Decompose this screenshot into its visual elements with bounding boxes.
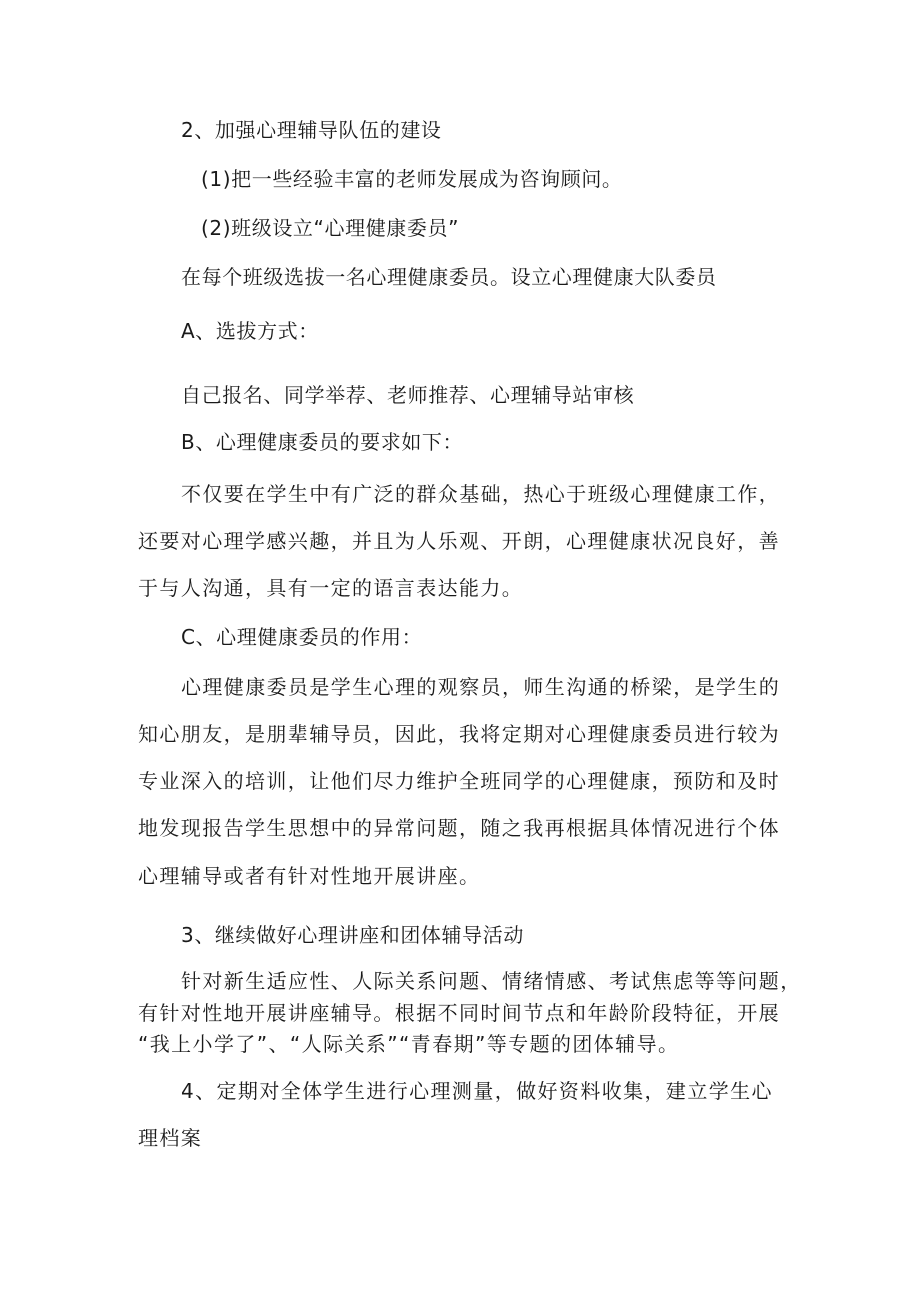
- section-heading-4-line-2: 理档案: [138, 1126, 203, 1150]
- paragraph-select: 在每个班级选拔一名心理健康委员。设立心理健康大队委员: [181, 265, 717, 289]
- text-3-line-2: 有针对性地开展讲座辅导。根据不同时间节点和年龄阶段特征，开展: [138, 1001, 780, 1025]
- text-3-line-1: 针对新生适应性、人际关系问题、情绪情感、考试焦虑等等问题，: [181, 969, 802, 993]
- text-3-line-3: “我上小学了”、“人际关系”“青春期”等专题的团体辅导。: [138, 1032, 680, 1056]
- text-b-line-1: 不仅要在学生中有广泛的群众基础，热心于班级心理健康工作，: [181, 482, 781, 506]
- label-a: A、选拔方式：: [181, 319, 319, 343]
- section-heading-4-line-1: 4、定期对全体学生进行心理测量，做好资料收集，建立学生心: [181, 1079, 773, 1103]
- label-b: B、心理健康委员的要求如下：: [181, 430, 464, 454]
- text-c-line-2: 知心朋友，是朋辈辅导员，因此，我将定期对心理健康委员进行较为: [138, 722, 780, 746]
- text-c-line-4: 地发现报告学生思想中的异常问题，随之我再根据具体情况进行个体: [138, 816, 780, 840]
- section-heading-2: 2、加强心理辅导队伍的建设: [181, 118, 442, 142]
- list-item-1: (1)把一些经验丰富的老师发展成为咨询顾问。: [201, 167, 623, 191]
- text-c-line-3: 专业深入的培训，让他们尽力维护全班同学的心理健康，预防和及时: [138, 769, 780, 793]
- text-c-line-1: 心理健康委员是学生心理的观察员，师生沟通的桥梁，是学生的: [181, 675, 781, 699]
- section-heading-3: 3、继续做好心理讲座和团体辅导活动: [181, 923, 524, 947]
- text-b-line-2: 还要对心理学感兴趣，并且为人乐观、开朗，心理健康状况良好，善: [138, 529, 780, 553]
- text-a: 自己报名、同学举荐、老师推荐、心理辅导站审核: [181, 383, 635, 407]
- text-c-line-5: 心理辅导或者有针对性地开展讲座。: [138, 864, 481, 888]
- label-c: C、心理健康委员的作用：: [181, 625, 423, 649]
- text-b-line-3: 于与人沟通，具有一定的语言表达能力。: [138, 576, 524, 600]
- list-item-2: (2)班级设立“心理健康委员”: [201, 216, 460, 240]
